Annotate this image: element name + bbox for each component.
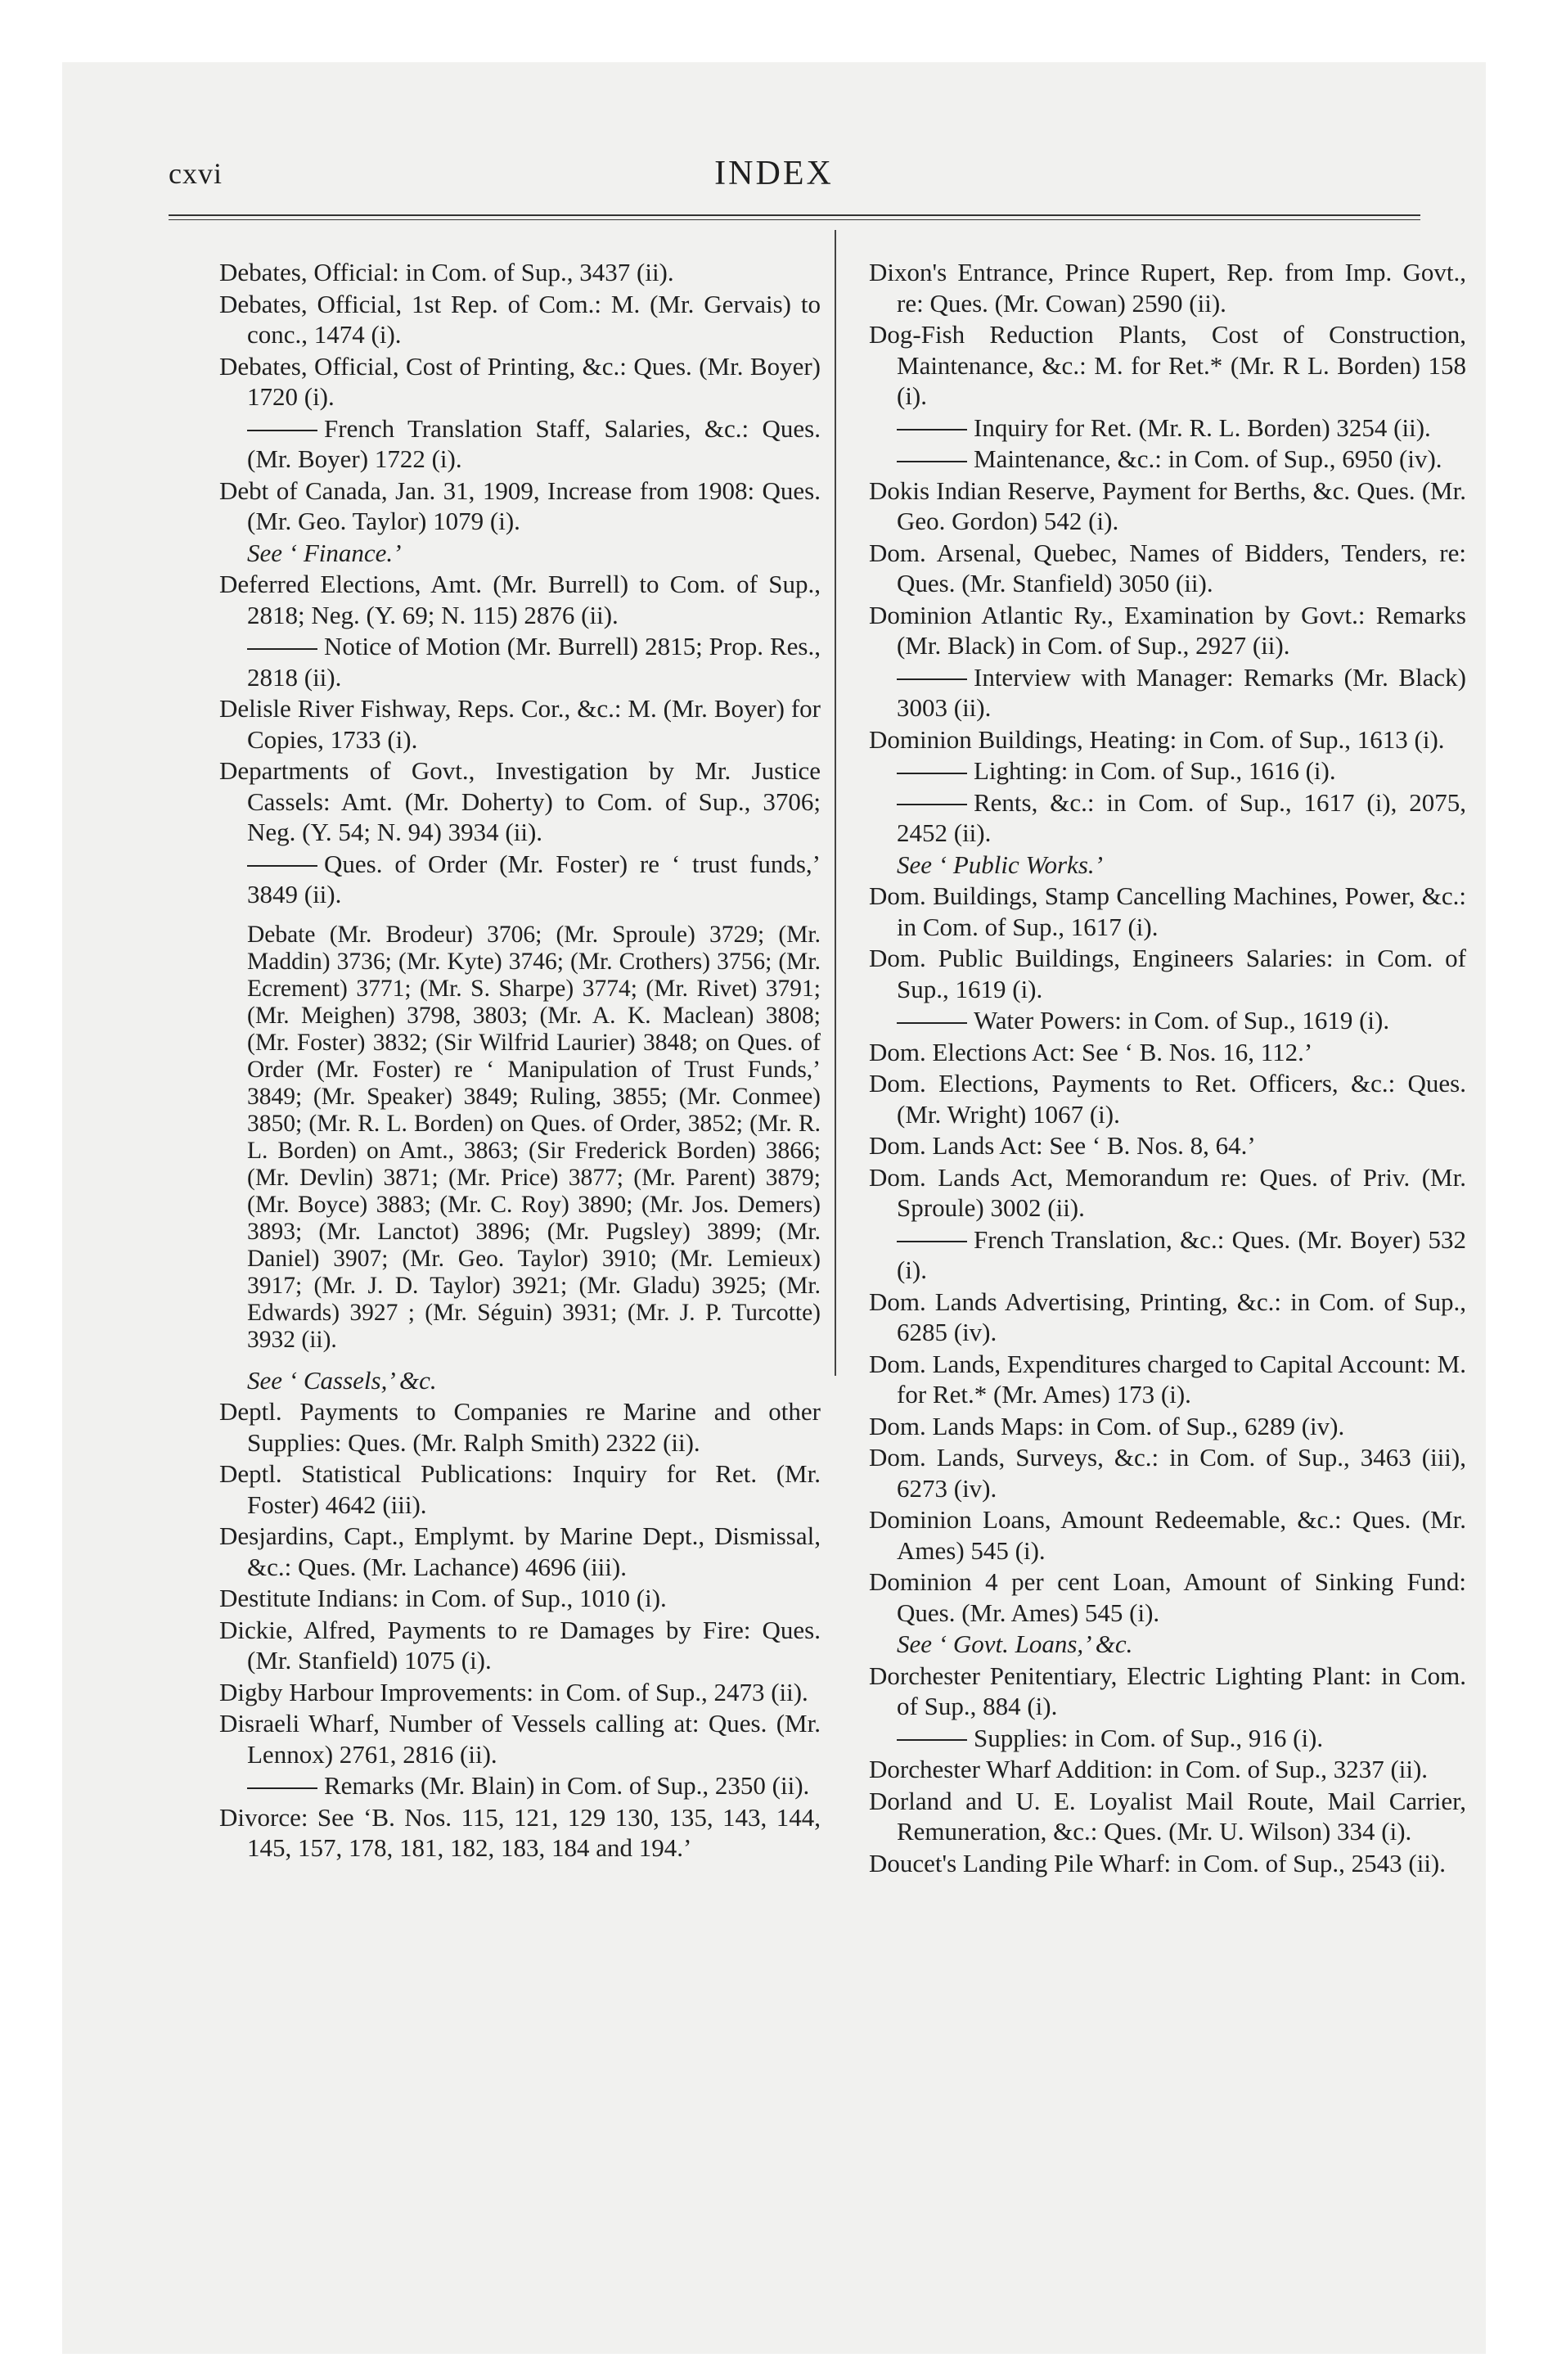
left-column [219,257,821,1864]
right-index-entry: Rents, &c.: in Com. of Sup., 1617 (i), 2075, 2452 (ii). [869,787,1466,849]
right-index-entry: Supplies: in Com. of Sup., 916 (i). [869,1723,1466,1754]
right-index-entry: Dominion Loans, Amount Redeemable, &c.: Ques. (Mr. Ames) 545 (i). [869,1505,1466,1565]
left-index-entry: Divorce: See ‘B. Nos. 115, 121, 129 130, 135, 143, 144, 145, 157, 178, 181, 182, 183, 184 and 194.’ [219,1802,821,1862]
left-index-entry: Ques. of Order (Mr. Foster) re ‘ trust funds,’ 3849 (ii). [219,849,821,910]
left-index-entry: Deferred Elections, Amt. (Mr. Burrell) to Com. of Sup., 2818; Neg. (Y. 69; N. 115) 2876 (ii). [219,570,821,629]
right-index-entry: Dom. Elections Act: See ‘ B. Nos. 16, 112.’ [869,1037,1313,1066]
right-index-entry: Lighting: in Com. of Sup., 1616 (i). [869,755,1466,787]
right-index-entry: Dom. Lands, Surveys, &c.: in Com. of Sup., 3463 (iii), 6273 (iv). [869,1443,1466,1503]
left-index-entry: French Translation Staff, Salaries, &c.: Ques. (Mr. Boyer) 1722 (i). [219,413,821,475]
right-index-entry: Dom. Arsenal, Quebec, Names of Bidders, Tenders, re: Ques. (Mr. Stanfield) 3050 (ii). [869,538,1466,597]
left-index-entry: Desjardins, Capt., Emplymt. by Marine Dept., Dismissal, &c.: Ques. (Mr. Lachance) 4696 (iii). [219,1521,821,1581]
right-index-entry: Dom. Lands, Expenditures charged to Capital Account: M. for Ret.* (Mr. Ames) 173 (i). [869,1349,1466,1409]
right-index-entry: Dorland and U. E. Loyalist Mail Route, Mail Carrier, Remuneration, &c.: Ques. (Mr. U. Wilson) 334 (i). [869,1786,1466,1846]
right-index-entry: Dom. Lands Maps: in Com. of Sup., 6289 (iv). [869,1411,1345,1440]
left-index-entry: Debate (Mr. Brodeur) 3706; (Mr. Sproule) 3729; (Mr. Maddin) 3736; (Mr. Kyte) 3746; (Mr. Crothers) 3756; (Mr. Ecrement) 3771; (Mr. S. Sharpe) 3774; (Mr. Rivet) 3791; (Mr. Meighen) 3798, 3803; (Mr. A. K. Maclean) 3808; (Mr. Foster) 3832; (Sir Wilfrid Laurier) 3848; on Ques. of Order (Mr. Foster) re ‘ Manipulation of Trust Funds,’ 3849; (Mr. Speaker) 3849; Ruling, 3855; (Mr. Conmee) 3850; (Mr. R. L. Borden) on Ques. of Order, 3852; (Mr. R. L. Borden) on Amt., 3863; (Sir Frederick Borden) 3866; (Mr. Devlin) 3871; (Mr. Price) 3877; (Mr. Parent) 3879; (Mr. Boyce) 3883; (Mr. C. Roy) 3890; (Mr. Jos. Demers) 3893; (Mr. Lanctot) 3896; (Mr. Pugsley) 3899; (Mr. Daniel) 3907; (Mr. Geo. Taylor) 3910; (Mr. Lemieux) 3917; (Mr. J. D. Taylor) 3921; (Mr. Gladu) 3925; (Mr. Edwards) 3927 ; (Mr. Séguin) 3931; (Mr. J. P. Turcotte) 3932 (ii). [247,921,821,1353]
left-index-entry: Remarks (Mr. Blain) in Com. of Sup., 2350 (ii). [219,1770,821,1801]
right-index-entry: Dom. Public Buildings, Engineers Salaries: in Com. of Sup., 1619 (i). [869,944,1466,1003]
right-index-entry: See ‘ Public Works.’ [897,850,1103,879]
right-index-entry: See ‘ Govt. Loans,’ &c. [897,1629,1133,1658]
right-index-entry: Doucet's Landing Pile Wharf: in Com. of Sup., 2543 (ii). [869,1848,1447,1877]
right-index-entry: French Translation, &c.: Ques. (Mr. Boyer) 532 (i). [869,1224,1466,1286]
right-index-entry: Dominion Buildings, Heating: in Com. of Sup., 1613 (i). [869,724,1445,754]
right-index-entry: Dog-Fish Reduction Plants, Cost of Construction, Maintenance, &c.: M. for Ret.* (Mr. R L. Borden) 158 (i). [869,320,1466,410]
left-index-entry: Debates, Official: in Com. of Sup., 3437 (ii). [219,258,674,286]
right-index-entry: Dom. Lands Act, Memorandum re: Ques. of Priv. (Mr. Sproule) 3002 (ii). [869,1162,1466,1222]
left-index-entry: Debt of Canada, Jan. 31, 1909, Increase from 1908: Ques. (Mr. Geo. Taylor) 1079 (i). [219,476,821,535]
right-index-entry: Water Powers: in Com. of Sup., 1619 (i). [869,1005,1466,1036]
left-index-entry: Disraeli Wharf, Number of Vessels calling at: Ques. (Mr. Lennox) 2761, 2816 (ii). [219,1709,821,1769]
left-index-entry: Deptl. Payments to Companies re Marine and other Supplies: Ques. (Mr. Ralph Smith) 2322 (ii). [219,1397,821,1457]
left-index-entry: Departments of Govt., Investigation by Mr. Justice Cassels: Amt. (Mr. Doherty) to Com. of Sup., 3706; Neg. (Y. 54; N. 94) 3934 (ii). [219,756,821,846]
right-index-entry: Dixon's Entrance, Prince Rupert, Rep. from Imp. Govt., re: Ques. (Mr. Cowan) 2590 (ii). [869,258,1466,318]
left-index-entry: Deptl. Statistical Publications: Inquiry for Ret. (Mr. Foster) 4642 (iii). [219,1459,821,1519]
left-index-entry: Notice of Motion (Mr. Burrell) 2815; Prop. Res., 2818 (ii). [219,631,821,692]
header-rule [169,214,1420,220]
right-column [869,257,1466,1879]
right-index-entry: Dom. Lands Advertising, Printing, &c.: in Com. of Sup., 6285 (iv). [869,1287,1466,1346]
left-index-entry: Digby Harbour Improvements: in Com. of Sup., 2473 (ii). [219,1677,808,1706]
right-index-entry: Interview with Manager: Remarks (Mr. Black) 3003 (ii). [869,662,1466,723]
right-index-entry: Dominion 4 per cent Loan, Amount of Sinking Fund: Ques. (Mr. Ames) 545 (i). [869,1567,1466,1627]
left-index-entry: See ‘ Finance.’ [247,538,402,567]
left-index-entry: Destitute Indians: in Com. of Sup., 1010 (i). [219,1584,667,1612]
index-page [62,62,1486,2354]
right-index-entry: Dominion Atlantic Ry., Examination by Govt.: Remarks (Mr. Black) in Com. of Sup., 2927 (ii). [869,600,1466,660]
right-index-entry: Dorchester Penitentiary, Electric Lighting Plant: in Com. of Sup., 884 (i). [869,1661,1466,1720]
left-index-entry: Debates, Official, 1st Rep. of Com.: M. (Mr. Gervais) to conc., 1474 (i). [219,289,821,349]
right-index-entry: Dokis Indian Reserve, Payment for Berths, &c. Ques. (Mr. Geo. Gordon) 542 (i). [869,476,1466,535]
column-divider [835,230,836,1376]
right-index-entry: Inquiry for Ret. (Mr. R. L. Borden) 3254 (ii). [869,412,1466,444]
left-index-entry: See ‘ Cassels,’ &c. [247,1365,437,1395]
right-index-entry: Dorchester Wharf Addition: in Com. of Sup., 3237 (ii). [869,1755,1429,1783]
right-index-entry: Dom. Lands Act: See ‘ B. Nos. 8, 64.’ [869,1131,1256,1160]
running-head-title: INDEX [714,155,834,192]
left-index-entry: Delisle River Fishway, Reps. Cor., &c.: M. (Mr. Boyer) for Copies, 1733 (i). [219,694,821,754]
left-index-entry: Dickie, Alfred, Payments to re Damages by Fire: Ques. (Mr. Stanfield) 1075 (i). [219,1615,821,1675]
right-index-entry: Dom. Elections, Payments to Ret. Officers, &c.: Ques. (Mr. Wright) 1067 (i). [869,1069,1466,1129]
left-index-entry: Debates, Official, Cost of Printing, &c.: Ques. (Mr. Boyer) 1720 (i). [219,351,821,411]
right-index-entry: Dom. Buildings, Stamp Cancelling Machines, Power, &c.: in Com. of Sup., 1617 (i). [869,881,1466,941]
page-folio: cxvi [169,157,223,190]
right-index-entry: Maintenance, &c.: in Com. of Sup., 6950 (iv). [869,444,1466,475]
